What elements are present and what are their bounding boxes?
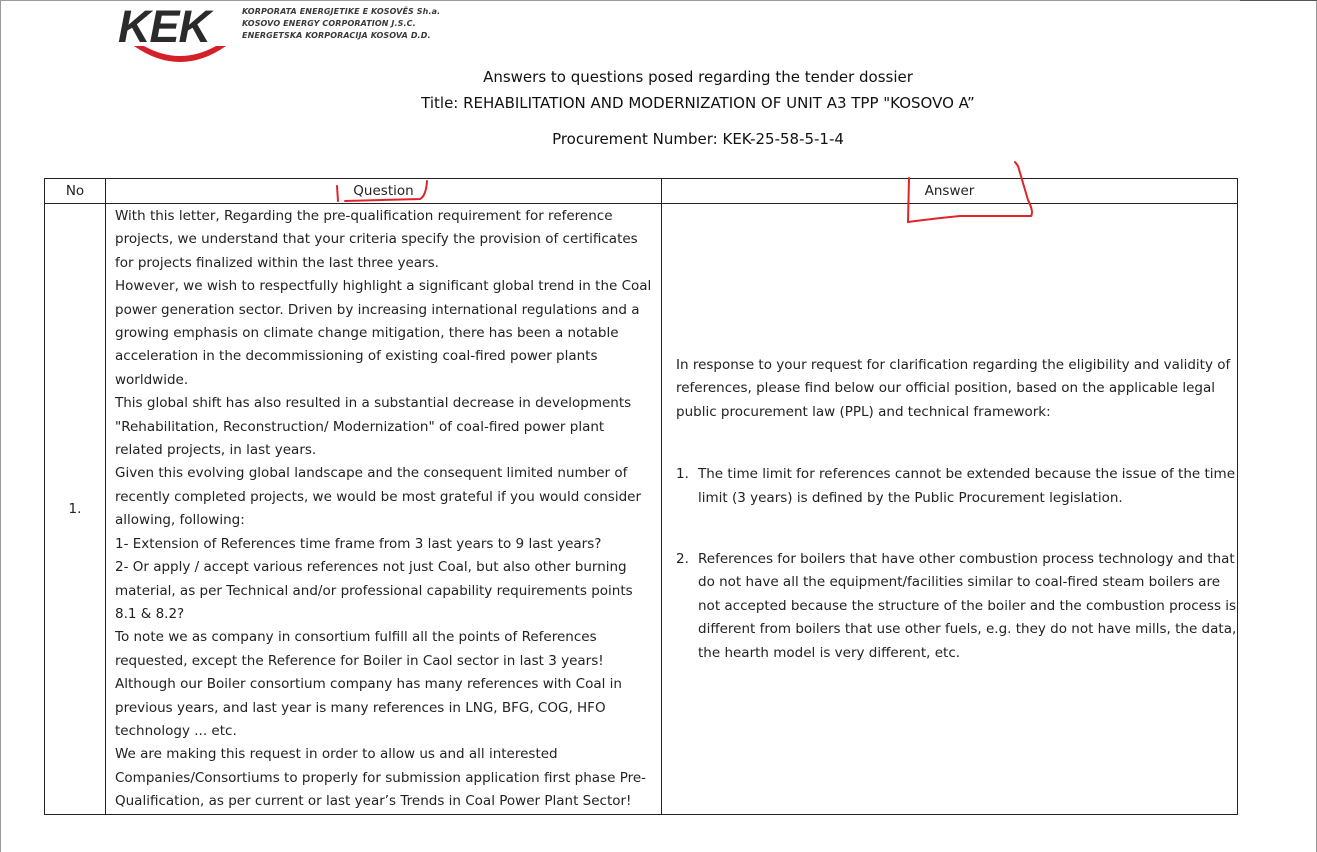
question-line: allowing, following:	[115, 512, 245, 529]
question-line: Although our Boiler consortium company has many references with Coal in	[115, 676, 622, 693]
logo-red-arc-icon	[132, 44, 228, 66]
logo-company-names	[242, 6, 440, 42]
question-line: growing emphasis on climate change mitigation, there has been a notable	[115, 325, 619, 342]
header-answer: Answer	[662, 179, 1238, 204]
page-edge-left	[0, 0, 1, 852]
question-line: We are making this request in order to allow us and all interested	[115, 746, 558, 763]
answer-item-line: limit (3 years) is defined by the Public Procurement legislation.	[698, 489, 1123, 506]
question-line: 8.1 & 8.2?	[115, 605, 185, 622]
question-line: "Rehabilitation, Reconstruction/ Modernization" of coal-fired power plant	[115, 418, 605, 435]
answer-item-number: 2.	[676, 551, 689, 568]
answer-item-line: do not have all the equipment/facilities similar to coal-fired steam boilers are	[698, 574, 1221, 591]
question-line: acceleration in the decommissioning of existing coal-fired power plants	[115, 348, 598, 365]
question-line: power generation sector. Driven by increasing international regulations and a	[115, 301, 640, 318]
answer-intro-line: public procurement law (PPL) and technical framework:	[676, 403, 1051, 420]
question-line: Qualification, as per current or last year’s Trends in Coal Power Plant Sector!	[115, 793, 632, 810]
answer-list	[676, 463, 1237, 665]
question-line: projects, we understand that your criteria specify the provision of certificates	[115, 231, 638, 248]
question-line: This global shift has also resulted in a substantial decrease in developments	[115, 395, 632, 412]
kek-logo	[118, 1, 441, 62]
document-heading: Answers to questions posed regarding the tender dossier	[483, 68, 913, 86]
logo-line-serbian: ENERGETSKA KORPORACIJA KOSOVA D.D.	[242, 31, 431, 40]
answer-item-line: not accepted because the structure of the boiler and the combustion process is	[698, 597, 1237, 614]
logo-line-albanian: KORPORATA ENERGJETIKE E KOSOVËS Sh.a.	[242, 7, 441, 16]
answer-intro-line: In response to your request for clarification regarding the eligibility and validity of	[676, 357, 1231, 373]
logo-wordmark: KEK	[118, 1, 211, 52]
answer-item-line: different from boilers that use other fuels, e.g. they do not have mills, the data,	[698, 621, 1237, 638]
answer-intro	[676, 354, 1233, 424]
answer-item-line: References for boilers that have other combustion process technology and that	[698, 551, 1235, 568]
answer-cell	[662, 204, 1238, 815]
answer-item-number: 1.	[676, 466, 689, 483]
table-header-row	[45, 179, 1238, 204]
question-line: material, as per Technical and/or professional capability requirements points	[115, 582, 633, 599]
question-line: However, we wish to respectfully highlight a significant global trend in the Coal	[115, 278, 652, 295]
row-number: 1.	[45, 204, 106, 815]
question-line: Companies/Consortiums to properly for submission application first phase Pre-	[115, 769, 647, 786]
question-line: requested, except the Reference for Boiler in Caol sector in last 3 years!	[115, 652, 604, 669]
question-line: 1- Extension of References time frame from 3 last years to 9 last years?	[115, 535, 602, 552]
question-line: technology ... etc.	[115, 722, 237, 739]
answer-item-text	[698, 463, 1235, 510]
header-no: No	[45, 179, 106, 204]
header-question: Question	[106, 179, 662, 204]
logo-line-english: KOSOVO ENERGY CORPORATION J.S.C.	[242, 19, 416, 28]
question-line: previous years, and last year is many references in LNG, BFG, COG, HFO	[115, 699, 606, 716]
question-line: Given this evolving global landscape and the consequent limited number of	[115, 465, 628, 482]
answer-item-line: the hearth model is very different, etc.	[698, 644, 961, 661]
answer-item-line: The time limit for references cannot be extended because the issue of the time	[698, 466, 1236, 483]
qa-table	[44, 178, 1238, 815]
question-line: worldwide.	[115, 371, 189, 388]
answer-intro-line: references, please find below our official position, based on the applicable legal	[676, 380, 1216, 397]
question-line: With this letter, Regarding the pre-qualification requirement for reference	[115, 208, 613, 224]
document-title: Title: REHABILITATION AND MODERNIZATION OF UNIT A3 TPP "KOSOVO A”	[421, 94, 975, 112]
question-line: related projects, in last years.	[115, 442, 317, 459]
procurement-number: Procurement Number: KEK-25-58-5-1-4	[552, 130, 844, 148]
answer-list-item	[676, 548, 1237, 665]
question-line: To note we as company in consortium fulfill all the points of References	[115, 629, 597, 646]
table-row	[45, 204, 1238, 815]
question-line: 2- Or apply / accept various references not just Coal, but also other burning	[115, 559, 627, 576]
question-line: recently completed projects, we would be most grateful if you would consider	[115, 488, 642, 505]
question-line: for projects finalized within the last three years.	[115, 254, 439, 271]
question-cell	[106, 204, 662, 815]
question-text	[115, 205, 655, 814]
answer-list-item	[676, 463, 1236, 510]
page-edge-top-right	[1240, 0, 1317, 1]
answer-item-text	[698, 548, 1236, 665]
